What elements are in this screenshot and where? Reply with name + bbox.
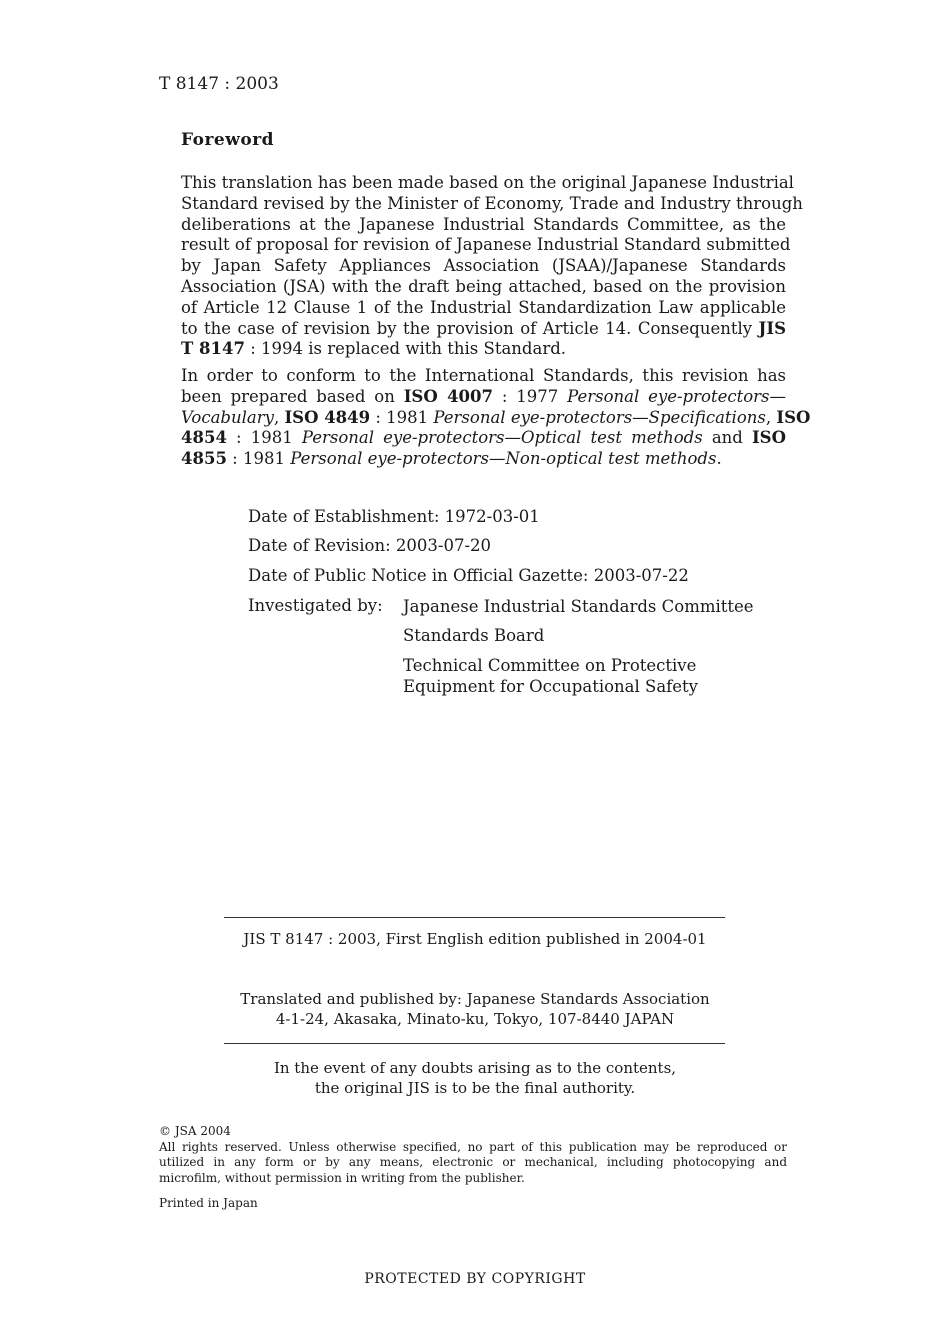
date-of-public-notice: Date of Public Notice in Official Gazette: 2003-07-22 (248, 566, 689, 585)
paragraph-text: to the case of revision by the provision of Article 14. Consequently (181, 318, 753, 338)
paragraph-text: . (716, 449, 722, 469)
paragraph-text: : 1981 (226, 428, 302, 448)
copyright-notice (159, 1124, 787, 1186)
authority-note (200, 1058, 750, 1098)
translated-by: Translated and published by: Japanese Standards Association (240, 990, 710, 1008)
foreword-paragraph-2 (181, 366, 811, 470)
paragraph-line: In order to conform to the International Standards, this revision has (181, 366, 786, 385)
paragraph-line: of Article 12 Clause 1 of the Industrial Standardization Law applicable (181, 297, 786, 317)
paragraph-text: , (273, 407, 285, 427)
investigated-by-technical-committee (403, 655, 698, 697)
date-of-revision: Date of Revision: 2003-07-20 (248, 536, 492, 555)
paragraph-text: : 1977 (493, 386, 568, 406)
divider (224, 917, 725, 918)
standard-title: Personal eye-protectors—Specifications (433, 407, 766, 427)
iso-reference: ISO 4007 (403, 386, 494, 406)
paragraph-line (181, 319, 786, 340)
paragraph-line: Standard revised by the Minister of Economy, Trade and Industry through (181, 193, 803, 213)
paragraph-line: result of proposal for revision of Japanese Industrial Standard submitted (181, 235, 791, 255)
paragraph-line: by Japan Safety Appliances Association (JSAA)/Japanese Standards (181, 256, 786, 276)
iso-reference: 4855 (181, 449, 227, 469)
iso-reference: 4854 (181, 428, 227, 448)
technical-committee-line: Technical Committee on Protective (403, 656, 697, 675)
standard-title: Personal eye-protectors— (567, 386, 786, 406)
copyright-line: microfilm, without permission in writing from the publisher. (159, 1170, 525, 1185)
date-of-establishment: Date of Establishment: 1972-03-01 (248, 507, 540, 526)
protected-by-copyright: PROTECTED BY COPYRIGHT (364, 1271, 586, 1287)
foreword-paragraph-1 (181, 173, 803, 360)
paragraph-text: been prepared based on (181, 386, 404, 406)
edition-note: JIS T 8147 : 2003, First English edition published in 2004-01 (243, 930, 707, 948)
standard-title: Vocabulary (181, 407, 274, 427)
standard-title: Personal eye-protectors—Non-optical test methods (290, 449, 717, 469)
authority-line: In the event of any doubts arising as to the contents, (273, 1059, 677, 1077)
copyright-symbol-line: © JSA 2004 (159, 1124, 231, 1138)
paragraph-line (181, 407, 811, 429)
paragraph-line: This translation has been made based on the original Japanese Industrial (181, 173, 794, 192)
copyright-line: All rights reserved. Unless otherwise specified, no part of this publication may be reproduced or (159, 1139, 787, 1154)
jis-reference: T 8147 (181, 339, 245, 359)
paragraph-text: : 1981 (226, 449, 291, 469)
iso-reference: ISO (751, 428, 786, 448)
investigated-by-label: Investigated by: (248, 596, 383, 615)
paragraph-line (181, 387, 786, 408)
paragraph-line: deliberations at the Japanese Industrial Standards Committee, as the (181, 214, 786, 234)
paragraph-line (181, 428, 786, 449)
investigated-by-committee: Japanese Industrial Standards Committee (403, 597, 754, 616)
paragraph-line (181, 449, 786, 470)
paragraph-line: Association (JSA) with the draft being attached, based on the provision (181, 276, 786, 296)
paragraph-text: , (765, 407, 777, 427)
investigated-by-board: Standards Board (403, 626, 545, 645)
paragraph-text: : 1994 is replaced with this Standard. (244, 339, 567, 359)
copyright-line: utilized in any form or by any means, electronic or mechanical, including photocopying and (159, 1155, 787, 1169)
jis-reference: JIS (758, 318, 786, 338)
paragraph-text: and (702, 428, 752, 448)
printed-in: Printed in Japan (159, 1196, 258, 1210)
document-number: T 8147 : 2003 (159, 74, 279, 94)
publisher-address: 4-1-24, Akasaka, Minato-ku, Tokyo, 107-8440 JAPAN (275, 1010, 675, 1028)
paragraph-line (181, 339, 786, 360)
divider (224, 1043, 725, 1044)
publisher-block (200, 989, 750, 1029)
iso-reference: ISO (776, 407, 811, 427)
paragraph-text: : 1981 (370, 407, 434, 427)
foreword-heading: Foreword (181, 130, 275, 150)
authority-line: the original JIS is to be the final authority. (314, 1079, 636, 1097)
standard-title: Personal eye-protectors—Optical test methods (301, 428, 703, 448)
iso-reference: ISO 4849 (284, 407, 371, 427)
technical-committee-line: Equipment for Occupational Safety (403, 677, 698, 696)
